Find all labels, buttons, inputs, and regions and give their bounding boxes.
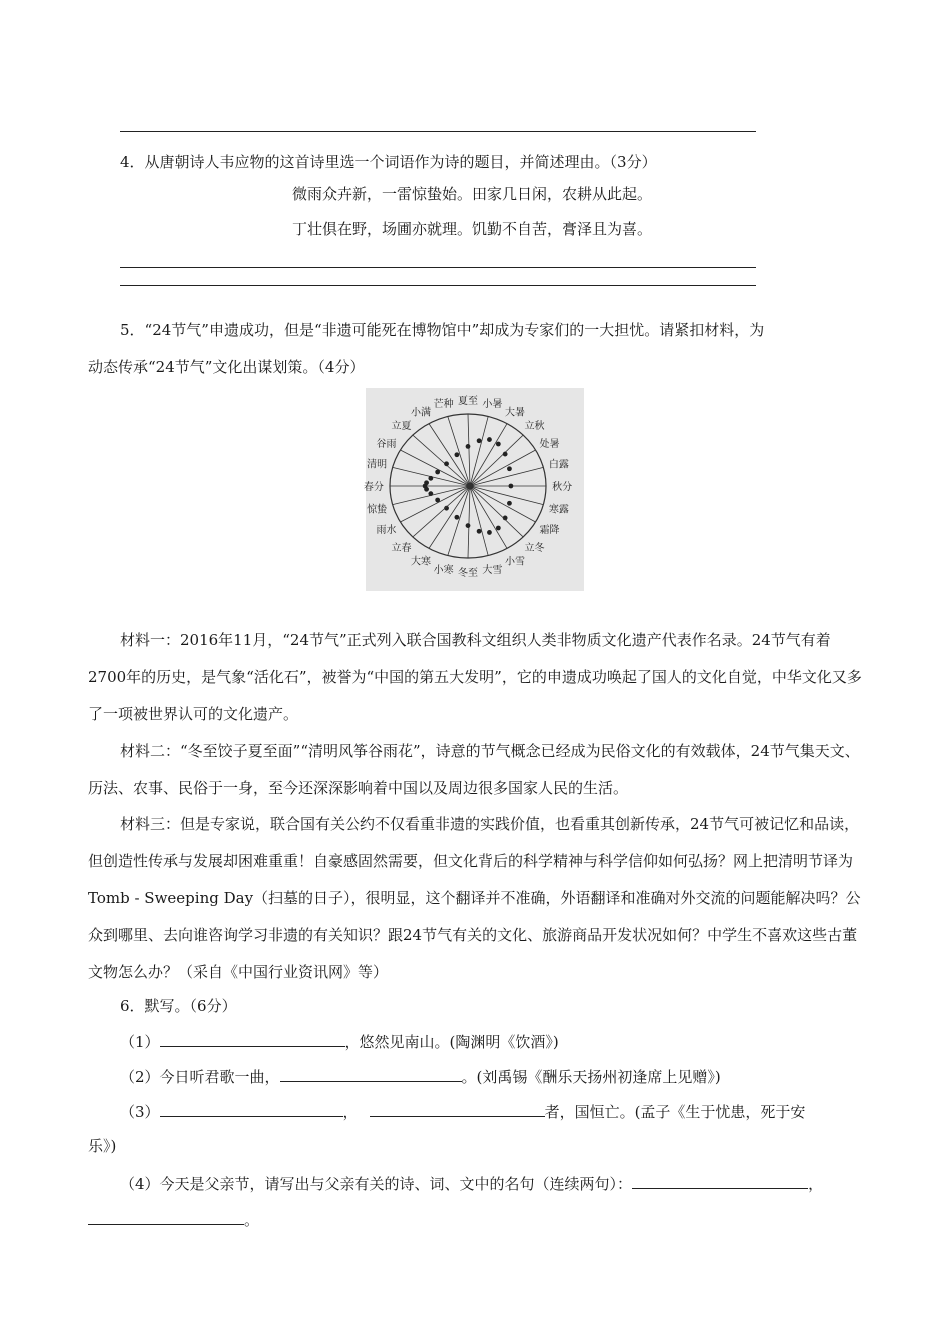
term-label: 处暑	[539, 439, 560, 450]
q6-item-3-blank-2[interactable]	[370, 1100, 545, 1117]
term-dot	[496, 526, 501, 531]
q6-item-4-comma: ，	[808, 1175, 824, 1193]
term-dot	[507, 466, 512, 471]
q6-item-3	[120, 1100, 805, 1122]
q4-prompt: 4．从唐朝诗人韦应物的这首诗里选一个词语作为诗的题目，并简述理由。（3分）	[120, 153, 657, 171]
term-label: 立冬	[524, 542, 545, 554]
term-label: 大暑	[505, 407, 526, 419]
q4-answer-line-2[interactable]	[120, 285, 756, 286]
q5-prompt-line-2: 动态传承“24节气”文化出谋划策。（4分）	[88, 358, 365, 376]
q5-prompt-line-1: 5．“24节气”申遗成功，但是“非遗可能死在博物馆中”却成为专家们的一大担忧。请紧扣材料，为	[120, 321, 765, 339]
term-label: 芒种	[433, 398, 454, 410]
material-2: 材料二：“冬至饺子夏至面”“清明风筝谷雨花”，诗意的节气概念已经成为民俗文化的有效载体，24节气集天文、历法、农事、民俗于一身，至今还深深影响着中国以及周边很多国家人民的生活。	[88, 742, 860, 797]
term-spoke	[470, 450, 536, 486]
term-dot	[454, 452, 459, 457]
term-spoke	[393, 486, 470, 505]
q6-title: 6．默写。（6分）	[120, 997, 237, 1015]
term-spoke	[468, 486, 470, 558]
term-label: 白露	[548, 459, 569, 471]
term-spoke	[468, 414, 470, 486]
q4-poem-line-2: 丁壮俱在野，场圃亦就理。饥勤不自苦，膏泽且为喜。	[292, 220, 653, 238]
term-label: 秋分	[552, 482, 573, 493]
term-label: 惊蛰	[367, 504, 388, 516]
solar-terms-svg	[363, 388, 584, 591]
term-dot	[435, 470, 440, 475]
q6-item-4-text: （4）今天是父亲节，请写出与父亲有关的诗、词、文中的名句（连续两句）：	[120, 1175, 633, 1193]
term-label: 小暑	[482, 398, 503, 410]
term-label: 小寒	[433, 565, 454, 577]
term-label: 雨水	[376, 525, 397, 536]
q6-item-3-continued: 乐》)	[88, 1137, 117, 1155]
term-dot	[487, 437, 492, 442]
q6-item-3-blank-1[interactable]	[160, 1100, 343, 1117]
q4-poem-line-1: 微雨众卉新，一雷惊蛰始。田家几日闲，农耕从此起。	[292, 185, 653, 203]
term-label: 小满	[410, 407, 431, 419]
term-dot	[496, 442, 501, 447]
term-label: 立夏	[391, 421, 412, 433]
term-dot	[503, 452, 508, 457]
material-3: 材料三：但是专家说，联合国有关公约不仅看重非遗的实践价值，也看重其创新传承，24节气可被记忆和品读，但创造性传承与发展却困难重重！自豪感固然需要，但文化背后的科学精神与科学信仰如何弘扬？网上把清明节译为Tomb - Sweeping Day（扫墓的日子），很明显，这个翻译并不准确，外语翻译和准确对外交流的问题能解决吗？公众到哪里、去向谁咨询学习非遗的有关知识？跟24节气有关的文化、旅游商品开发状况如何？中学生不喜欢这些古董文物怎么办？（采自《中国行业资讯网》等）	[88, 815, 861, 981]
q6-item-3-text: 者，国恒亡。(孟子《生于忧患，死于安	[544, 1103, 806, 1121]
term-label: 立秋	[524, 421, 545, 433]
q6-item-2-source: 。(刘禹锡《酬乐天扬州初逢席上见赠》)	[461, 1068, 721, 1086]
q6-item-4-blank-1[interactable]	[632, 1172, 808, 1189]
term-spoke	[470, 416, 488, 486]
q6-item-4-blank-2[interactable]	[88, 1208, 244, 1225]
term-dot	[428, 476, 433, 481]
term-label: 春分	[363, 482, 384, 493]
term-dot	[424, 480, 429, 485]
term-label: 冬至	[458, 568, 478, 579]
term-dot	[444, 461, 449, 466]
material-1: 材料一：2016年11月，“24节气”正式列入联合国教科文组织人类非物质文化遗产代表作名录。24节气有着2700年的历史，是气象“活化石”，被誉为“中国的第五大发明”，它的申遗成功唤起了国人的文化自觉，中华文化又多了一项被世界认可的文化遗产。	[88, 631, 862, 723]
term-spoke	[470, 467, 543, 486]
q6-item-2	[120, 1065, 721, 1087]
term-dot	[477, 529, 482, 534]
term-dot	[477, 438, 482, 443]
term-label: 谷雨	[376, 439, 397, 450]
q6-item-2-blank[interactable]	[280, 1065, 462, 1082]
term-label: 立春	[391, 542, 412, 554]
term-dot	[466, 444, 471, 449]
term-label: 夏至	[458, 396, 478, 407]
term-spoke	[470, 486, 543, 505]
q6-item-1-blank[interactable]	[160, 1030, 345, 1047]
term-label: 清明	[367, 459, 388, 471]
term-dot	[507, 501, 512, 506]
q6-item-3-number: （3）	[120, 1103, 160, 1121]
q6-item-4-period: 。	[244, 1211, 260, 1229]
term-label: 大雪	[482, 565, 503, 577]
term-spoke	[470, 486, 507, 548]
q6-item-4-continued	[88, 1208, 259, 1230]
q6-item-1	[120, 1030, 559, 1052]
term-label: 大寒	[410, 556, 431, 568]
term-spoke	[448, 416, 470, 486]
q6-item-2-text: （2）今日听君歌一曲，	[120, 1068, 280, 1086]
term-dot	[487, 530, 492, 535]
term-spoke	[470, 424, 507, 486]
term-spoke	[470, 486, 536, 522]
term-dot	[509, 484, 514, 489]
term-label: 寒露	[548, 504, 569, 516]
q6-item-3-comma: ，	[342, 1103, 358, 1121]
solar-terms-diagram	[363, 388, 584, 591]
q6-item-4	[120, 1172, 823, 1194]
answer-line-top	[120, 131, 756, 132]
term-spoke	[470, 486, 488, 556]
term-label: 小雪	[505, 556, 526, 568]
term-label: 霜降	[539, 525, 560, 536]
q6-item-1-number: （1）	[120, 1033, 160, 1051]
q6-item-1-text: ，悠然见南山。(陶渊明《饮酒》)	[344, 1033, 559, 1051]
term-spoke	[448, 486, 470, 556]
q4-answer-line-1[interactable]	[120, 267, 756, 268]
term-dot	[454, 515, 459, 520]
term-dot	[466, 523, 471, 528]
